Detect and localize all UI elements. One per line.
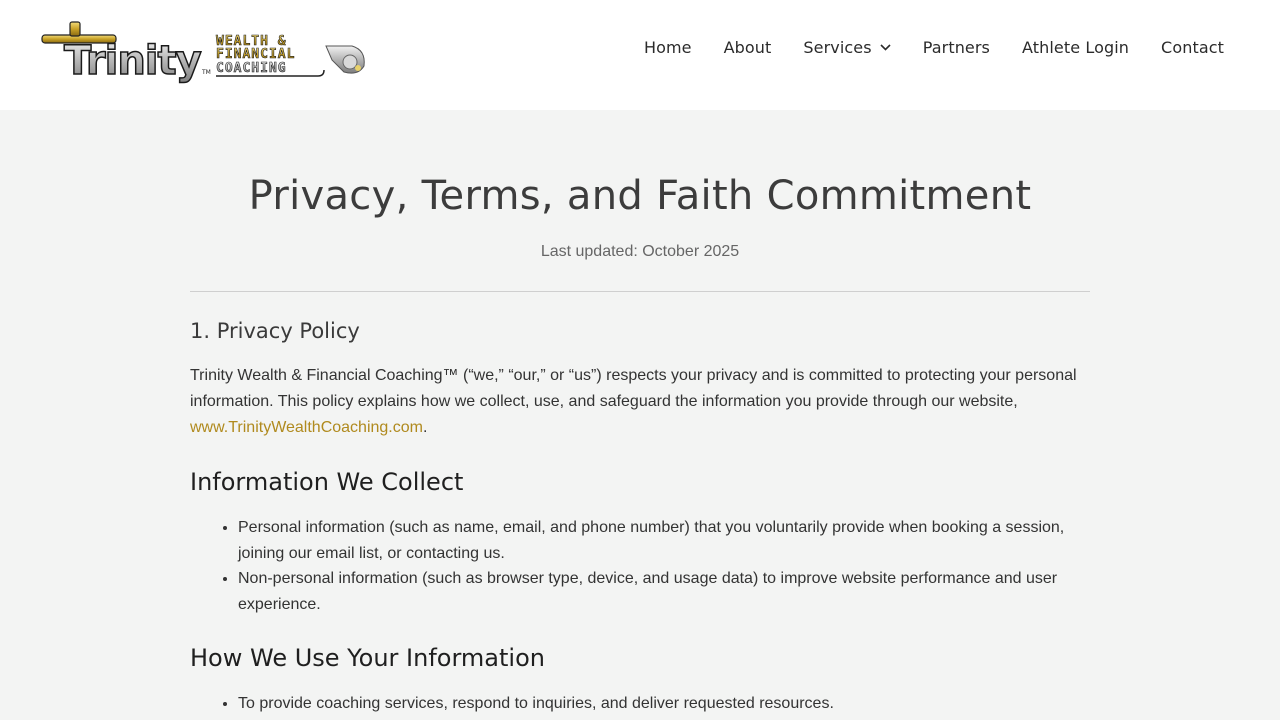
how-we-use-heading: How We Use Your Information bbox=[190, 644, 545, 672]
privacy-policy-heading: 1. Privacy Policy bbox=[190, 319, 360, 343]
nav-home-label: Home bbox=[643, 38, 692, 57]
nav-about-label: About bbox=[723, 38, 772, 57]
privacy-intro-text: Trinity Wealth & Financial Coaching™ (“we,” “our,” or “us”) respects your privacy and is committed to protecting your personal information. This policy explains how we collect, use, and safeguard the information you provide through our website, bbox=[190, 367, 1077, 410]
logo-tagline-3: COACHING bbox=[216, 61, 287, 76]
list-item: • To provide coaching services, respond to inquiries, and deliver requested resources. bbox=[238, 691, 1090, 717]
main-nav bbox=[644, 38, 1224, 57]
logo-wordmark: Trinity bbox=[64, 38, 201, 84]
website-link[interactable]: www.TrinityWealthCoaching.com bbox=[190, 419, 423, 436]
nav-services-label: Services bbox=[803, 38, 872, 57]
nav-contact[interactable] bbox=[1161, 38, 1224, 57]
logo-graphic bbox=[40, 16, 370, 86]
page-content bbox=[190, 110, 1090, 717]
nav-about[interactable] bbox=[724, 38, 772, 57]
divider bbox=[190, 291, 1090, 292]
nav-athlete-login-label: Athlete Login bbox=[1022, 38, 1130, 57]
nav-home[interactable] bbox=[644, 38, 692, 57]
nav-athlete-login[interactable] bbox=[1022, 38, 1129, 57]
site-logo[interactable] bbox=[40, 16, 370, 86]
site-header bbox=[0, 0, 1280, 110]
logo-tagline-2: FINANCIAL bbox=[216, 47, 296, 62]
chevron-down-icon bbox=[880, 44, 891, 51]
last-updated: Last updated: October 2025 bbox=[540, 243, 740, 260]
nav-partners-label: Partners bbox=[922, 38, 990, 57]
use-list bbox=[190, 691, 1090, 717]
nav-contact-label: Contact bbox=[1161, 38, 1224, 57]
whistle-icon bbox=[326, 46, 364, 73]
nav-services[interactable] bbox=[803, 38, 890, 57]
collect-list bbox=[190, 515, 1090, 617]
information-we-collect-heading: Information We Collect bbox=[190, 468, 464, 496]
page-title: Privacy, Terms, and Faith Commitment bbox=[248, 173, 1032, 219]
logo-tagline-1: WEALTH & bbox=[216, 34, 287, 49]
privacy-intro bbox=[190, 363, 1090, 441]
nav-partners[interactable] bbox=[923, 38, 990, 57]
privacy-intro-suffix: . bbox=[422, 419, 428, 436]
logo-trademark: TM bbox=[202, 69, 211, 76]
list-item: • Non-personal information (such as browser type, device, and usage data) to improve website performance and user experience. bbox=[238, 566, 1090, 617]
list-item: • Personal information (such as name, email, and phone number) that you voluntarily provide when booking a session, joining our email list, or contacting us. bbox=[238, 515, 1090, 566]
